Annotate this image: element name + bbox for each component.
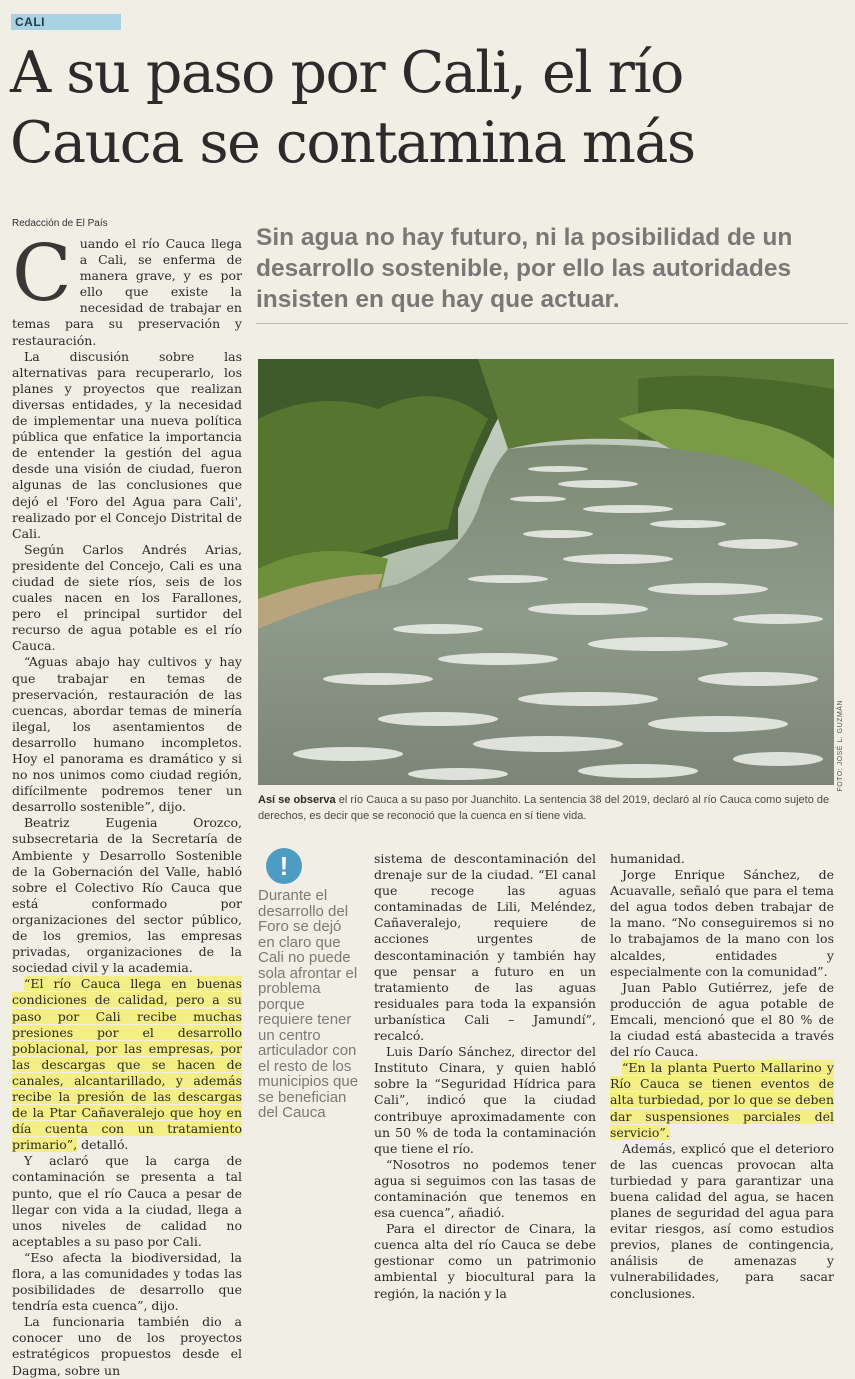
article-paragraph: Beatriz Eugenia Orozco, subsecretaria de la Secretaría de Ambiente y Desarrollo Sostenible de la Gobernación del Valle, habló sobre el Colectivo Río Cauca que está conformado por organizaciones del sector público, de los gremios, las empresas privadas, organizaciones de la sociedad civil y la academia.	[12, 815, 242, 976]
photo-credit: FOTO: JOSÉ L. GUZMÁN	[837, 700, 844, 792]
article-text: uando el río Cauca llega a Cali, se enferma de manera grave, y es por ello que existe la necesidad de trabajar en temas para su preservación y restauración.	[12, 236, 242, 348]
article-paragraph: Según Carlos Andrés Arias, presidente del Concejo, Cali es una ciudad de siete ríos, seis de los cuales nacen en los Farallones, pero el principal surtidor del recurso de agua potable es el río Cauca.	[12, 541, 242, 654]
highlighted-quote: “En la planta Puerto Mallarino y Río Cauca se tienen eventos de alta turbiedad, por lo que se deben dar suspensiones parciales del servicio”.	[610, 1060, 834, 1140]
article-column-1	[12, 229, 242, 1379]
section-tag: CALI	[11, 14, 121, 30]
river-photo-image	[258, 359, 834, 785]
highlighted-quote: “El río Cauca llega en buenas condiciones de calidad, pero a su paso por Cali recibe muchas presiones por el desarrollo poblacional, por las empresas, por las descargas que se hacen de canales, alcantarillado, y además recibe la presión de las descargas de la Ptar Cañaveralejo que hoy en día cuenta con un tratamiento primario”,	[12, 976, 242, 1153]
article-paragraph: sistema de descontaminación del drenaje sur de la ciudad. “El canal que recoge las aguas contaminadas de Lili, Meléndez, Cañaveralejo, requiere de acciones urgentes de descontaminación y también hay que pensar a futuro en un tratamiento de las aguas residuales para toda la expansión urbanística Cali – Jamundí”, recalcó.	[374, 851, 596, 1044]
article-column-3	[374, 851, 596, 1302]
byline: Redacción de El País	[12, 218, 108, 229]
article-paragraph: Para el director de Cinara, la cuenca alta del río Cauca se debe gestionar como un patrimonio ambiental y biocultural para la región, la nación y la	[374, 1221, 596, 1301]
article-paragraph: La funcionaria también dio a conocer uno de los proyectos estratégicos propuestos desde el Dagma, sobre un	[12, 1314, 242, 1378]
sidebar-text: Durante el desarrollo del Foro se dejó en claro que Cali no puede sola afrontar el problema porque requiere tener un centro articulador con el resto de los municipios que se benefician del Cauca	[258, 887, 359, 1121]
headline: A su paso por Cali, el río Cauca se contamina más	[10, 40, 695, 176]
article-paragraph: Juan Pablo Gutiérrez, jefe de producción de agua potable de Emcali, mencionó que el 80 % de la ciudad está abastecida a través del río Cauca.	[610, 979, 834, 1060]
drop-cap: C	[12, 229, 72, 319]
article-paragraph: “Eso afecta la biodiversidad, la flora, a las comunidades y todas las posibilidades de desarrollo que tendría esta cuenca”, dijo.	[12, 1249, 242, 1314]
article-paragraph: Y aclaró que la carga de contaminación se presenta a tal punto, que el río Cauca a pesar de llegar con vida a la ciudad, llega a unos niveles de calidad no aceptables a su paso por Cali.	[12, 1153, 242, 1249]
exclamation-icon: !	[266, 848, 302, 884]
caption-text: el río Cauca a su paso por Juanchito. La sentencia 38 del 2019, declaró al río Cauca como sujeto de derechos, es decir que se reconoció que la cuenca en sí tiene vida.	[258, 794, 830, 822]
article-text: detalló.	[77, 1137, 129, 1153]
article-column-4	[610, 851, 834, 1302]
article-paragraph	[12, 229, 242, 349]
article-paragraph	[610, 1060, 834, 1140]
article-paragraph: Además, explicó que el deterioro de las cuencas provocan alta turbiedad y para garantizar una buena calidad del agua, se hacen planes de seguridad del agua para evitar riesgos, así como estudios previos, planes de contingencia, análisis de amenazas y vulnerabilidades, para sacar conclusiones.	[610, 1140, 834, 1301]
pull-quote: Sin agua no hay futuro, ni la posibilidad de un desarrollo sostenible, por ello las autoridades insisten en que hay que actuar.	[256, 224, 793, 313]
article-paragraph: La discusión sobre las alternativas para recuperarlo, los planes y proyectos que realizan diversas entidades, y la necesidad de implementar una nueva política pública que enfatice la importancia de entender la gestión del agua desde una visión de ciudad, fueron algunas de las conclusiones que dejó el 'Foro del Agua para Cali', realizado por el Concejo Distrital de Cali.	[12, 348, 242, 541]
article-paragraph: humanidad.	[610, 851, 685, 866]
photo-caption	[258, 792, 836, 824]
pull-quote-rule	[256, 323, 848, 324]
sidebar-box	[258, 848, 362, 1121]
article-paragraph: “Nosotros no podemos tener agua si seguimos con las tasas de contaminación que tenemos en esa cuenca”, añadió.	[374, 1156, 596, 1221]
article-paragraph: Luis Darío Sánchez, director del Instituto Cinara, y quien habló sobre la “Seguridad Hídrica para Cali”, indicó que la ciudad contribuye aproximadamente con un 50 % de toda la contaminación que tiene el río.	[374, 1044, 596, 1156]
article-paragraph: Jorge Enrique Sánchez, de Acuavalle, señaló que para el tema del agua todos deben trabajar de la mano. “No conseguiremos si no lo trabajamos de la mano con los alcaldes, entidades y especialmente con la comunidad”.	[610, 867, 834, 979]
article-paragraph: “Aguas abajo hay cultivos y hay que trabajar en temas de preservación, restauración de las cuencas, abordar temas de minería ilegal, los asentamientos de desarrollo humano incompletos. Hoy el panorama es dramático y si no nos unimos como ciudad región, difícilmente podremos tener un desarrollo sostenible”, dijo.	[12, 654, 242, 815]
article-paragraph	[12, 976, 242, 1153]
river-photo	[258, 359, 834, 785]
caption-lead: Así se observa	[258, 794, 336, 806]
